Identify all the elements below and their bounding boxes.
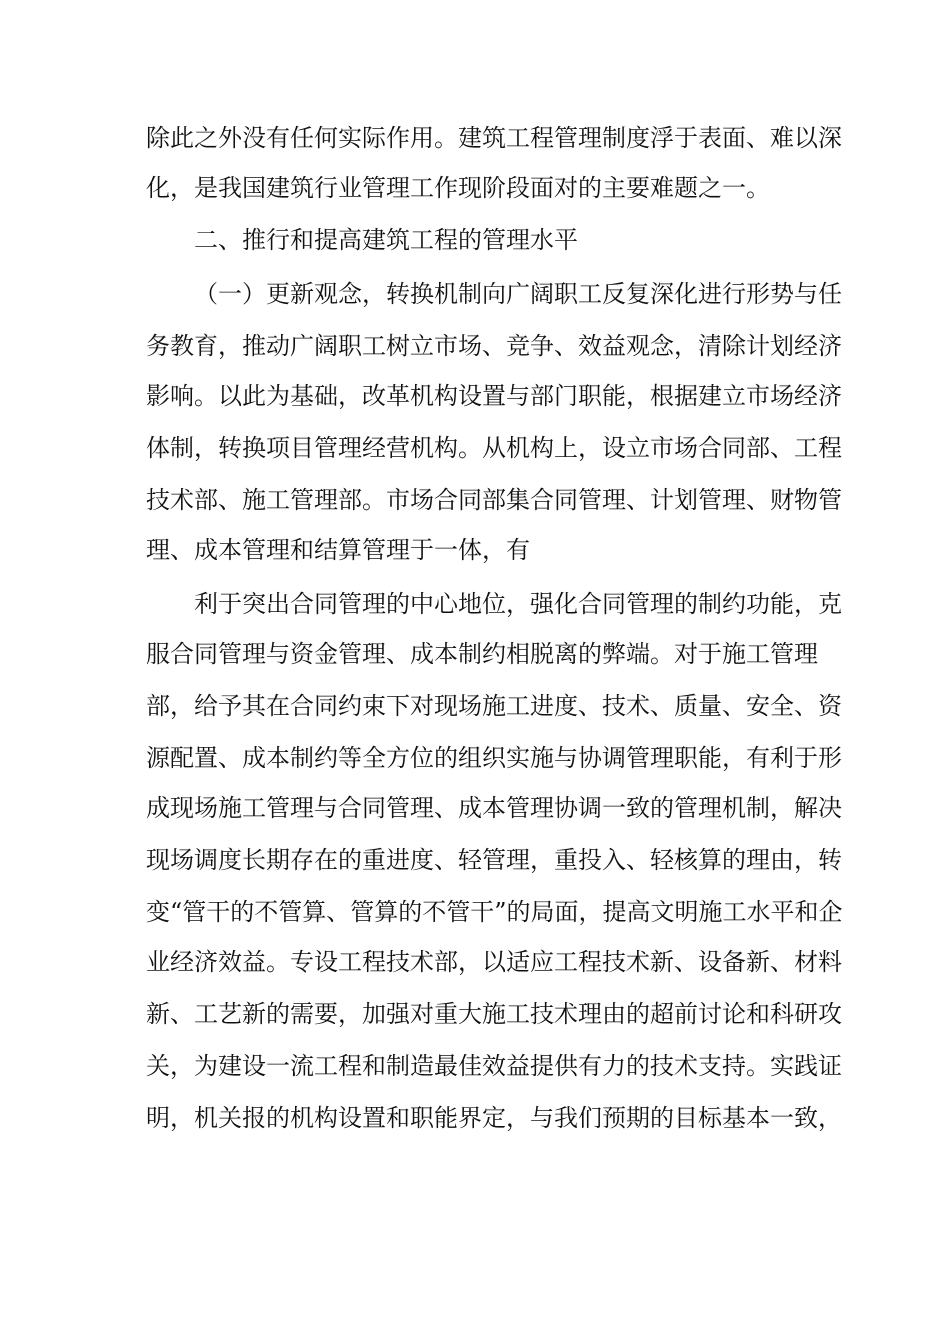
body-text-line: 新、工艺新的需要，加强对重大施工技术理由的超前讨论和科研攻 [146,1000,842,1028]
body-text-line: 影响。以此为基础，改革机构设置与部门职能，根据建立市场经济 [146,382,842,410]
body-text-line: 变“管干的不管算、管算的不管干”的局面，提高文明施工水平和企 [146,898,843,926]
subsection-heading-line: （一）更新观念，转换机制向广阔职工反复深化进行形势与任 [194,280,842,308]
body-text-line: 明，机关报的机构设置和职能界定，与我们预期的目标基本一致， [146,1104,842,1132]
body-text-line: 现场调度长期存在的重进度、轻管理，重投入、轻核算的理由，转 [146,846,842,874]
body-text-line: 化，是我国建筑行业管理工作现阶段面对的主要难题之一。 [146,174,770,202]
body-text-line: 服合同管理与资金管理、成本制约相脱离的弊端。对于施工管理 [146,640,818,668]
paragraph-first-line: 利于突出合同管理的中心地位，强化合同管理的制约功能，克 [194,590,842,618]
body-text-line: 务教育，推动广阔职工树立市场、竞争、效益观念，清除计划经济 [146,332,842,360]
body-text-line: 成现场施工管理与合同管理、成本管理协调一致的管理机制，解决 [146,794,842,822]
body-text-line: 部，给予其在合同约束下对现场施工进度、技术、质量、安全、资 [146,692,842,720]
body-text-line: 理、成本管理和结算管理于一体，有 [146,536,530,564]
body-text-line: 体制，转换项目管理经营机构。从机构上，设立市场合同部、工程 [146,434,842,462]
section-heading: 二、推行和提高建筑工程的管理水平 [194,226,578,254]
body-text-line: 源配置、成本制约等全方位的组织实施与协调管理职能，有利于形 [146,744,842,772]
body-text-line: 关，为建设一流工程和制造最佳效益提供有力的技术支持。实践证 [146,1052,842,1080]
body-text-line: 除此之外没有任何实际作用。建筑工程管理制度浮于表面、难以深 [146,124,842,152]
body-text-line: 技术部、施工管理部。市场合同部集合同管理、计划管理、财物管 [146,486,842,514]
body-text-line: 业经济效益。专设工程技术部，以适应工程技术新、设备新、材料 [146,948,842,976]
